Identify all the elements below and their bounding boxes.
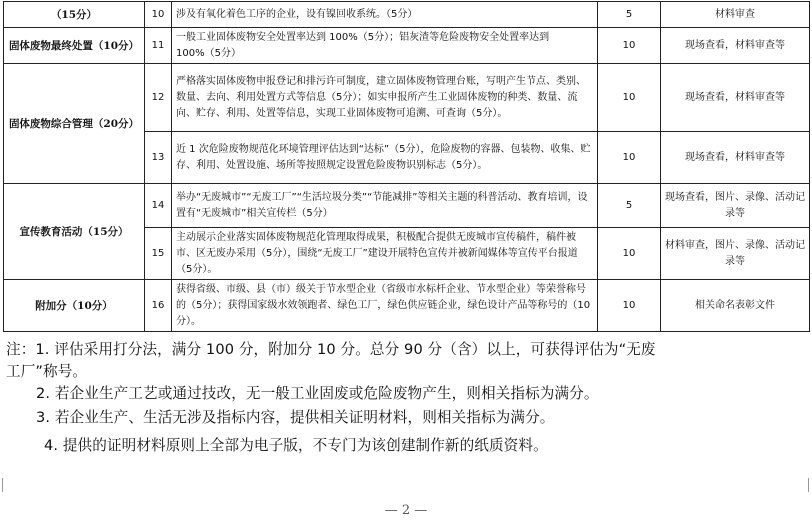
table-row	[4, 2, 810, 28]
category-cell: 固体废物最终处置（10分）	[4, 28, 145, 64]
table-row	[4, 184, 810, 228]
points-cell: 10	[598, 132, 661, 184]
item-number: 11	[145, 28, 172, 64]
category-cell: 固体废物综合管理（20分）	[4, 64, 145, 184]
item-number: 12	[145, 64, 172, 132]
item-number: 10	[145, 2, 172, 28]
item-number: 15	[145, 228, 172, 280]
note-1-line-1: 注：1. 评估采用打分法，满分 100 分，附加分 10 分。总分 90 分（含）以上，可获得评估为“无废	[6, 341, 656, 358]
table-row	[4, 280, 810, 332]
page-number: — 2 —	[384, 503, 428, 518]
note-4: 4. 提供的证明材料原则上全部为电子版，不专门为该创建制作新的纸质资料。	[44, 437, 548, 454]
note-3: 3. 若企业生产、生活无涉及指标内容，提供相关证明材料，则相关指标为满分。	[36, 409, 555, 426]
points-cell: 10	[598, 28, 661, 64]
table-row	[4, 64, 810, 132]
item-number: 16	[145, 280, 172, 332]
criteria-text: 主动展示企业落实固体废物规范化管理取得成果，积极配合提供无废城市宣传稿件，稿件被市、区无废办采用（5分），围绕“无废工厂”建设开展特色宣传并被新闻媒体等宣传平台报道（5分）。	[172, 228, 598, 280]
evidence-cell: 现场查看，图片、录像、活动记录等	[661, 184, 810, 228]
points-cell: 10	[598, 228, 661, 280]
evidence-cell: 材料审查	[661, 2, 810, 28]
points-cell: 5	[598, 184, 661, 228]
criteria-text: 严格落实固体废物申报登记和排污许可制度，建立固体废物管理台账，写明产生节点、类别、数量、去向、利用处置方式等信息（5分）；如实申报所产生工业固体废物的种类、数量、流向、贮存、利用、处置等信息，实现工业固体废物可追溯、可查询（5分）。	[172, 64, 598, 132]
points-cell: 10	[598, 280, 661, 332]
criteria-text: 举办“无废城市”“无废工厂”“生活垃圾分类”“节能减排”等相关主题的科普活动、教育培训，设置有“无废城市”相关宣传栏（5分）	[172, 184, 598, 228]
category-cell: 附加分（10分）	[4, 280, 145, 332]
points-cell: 5	[598, 2, 661, 28]
evidence-cell: 现场查看，材料审查等	[661, 132, 810, 184]
evidence-cell: 材料审查，图片、录像、活动记录等	[661, 228, 810, 280]
evidence-cell: 现场查看，材料审查等	[661, 64, 810, 132]
criteria-text: 获得省级、市级、县（市）级关于节水型企业（省级市水标杆企业、节水型企业）等荣誉称号的（5分）；获得国家级水效领跑者、绿色工厂，绿色供应链企业，绿色设计产品等称号的（10分）。	[172, 280, 598, 332]
criteria-text: 涉及有氧化着色工序的企业，设有镍回收系统。（5分）	[172, 2, 598, 28]
points-cell: 10	[598, 64, 661, 132]
crop-mark-bottom-left	[2, 478, 11, 492]
item-number: 13	[145, 132, 172, 184]
evidence-cell: 现场查看，材料审查等	[661, 28, 810, 64]
criteria-text: 一般工业固体废物安全处置率达到 100%（5分）；铝灰渣等危险废物安全处置率达到 100%（5分）	[172, 28, 598, 64]
note-2: 2. 若企业生产工艺或通过技改，无一般工业固废或危险废物产生，则相关指标为满分。	[36, 385, 599, 402]
table-row	[4, 28, 810, 64]
evaluation-table	[3, 1, 810, 332]
evidence-cell: 相关命名表彰文件	[661, 280, 810, 332]
note-1-line-2: 工厂”称号。	[6, 363, 88, 380]
item-number: 14	[145, 184, 172, 228]
crop-mark-bottom-right	[800, 478, 809, 492]
category-cell: 宣传教育活动（15分）	[4, 184, 145, 280]
criteria-text: 近 1 次危险废物规范化环境管理评估达到“达标”（5分），危险废物的容器、包装物、收集、贮存、利用、处置设施、场所等按照规定设置危险废物识别标志（5分）。	[172, 132, 598, 184]
category-cell: （15分）	[4, 2, 145, 28]
